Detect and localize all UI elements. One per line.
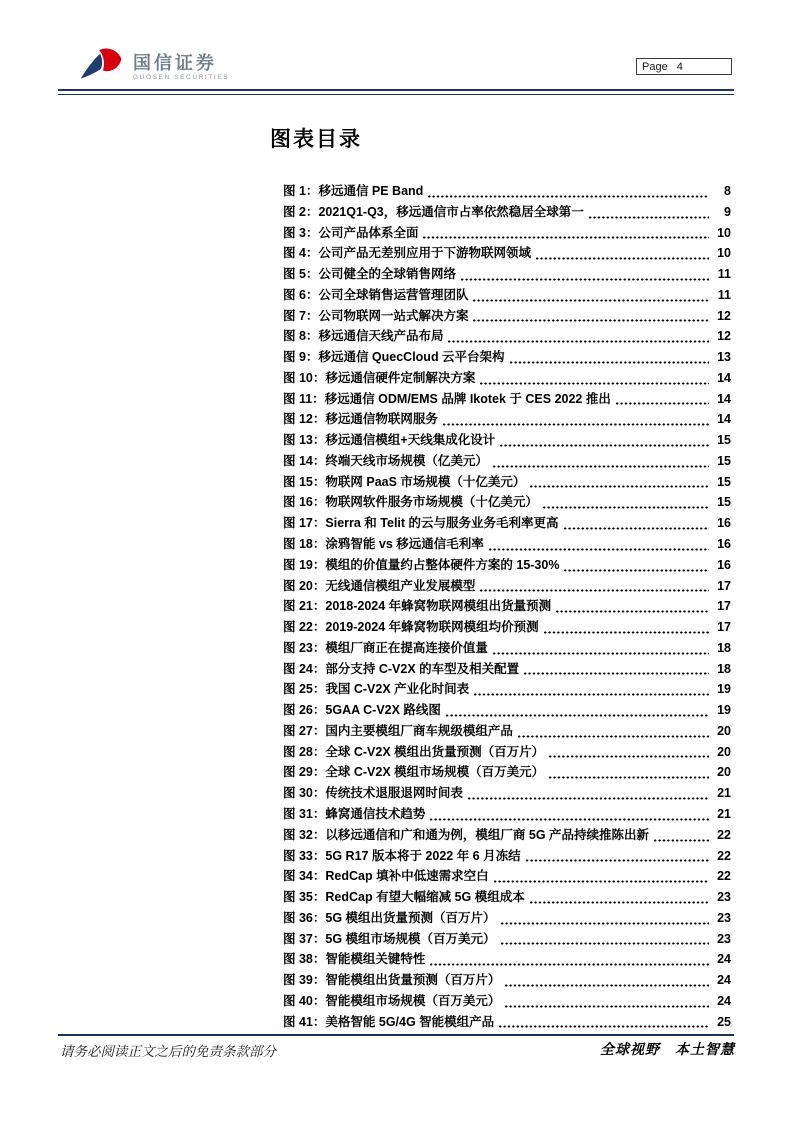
toc-entry[interactable]: [283, 721, 731, 742]
toc-entry-title: 2019-2024 年蜂窝物联网模组均价预测: [325, 620, 539, 635]
toc-dot-leader: [445, 700, 709, 721]
toc-entry-label: 图 38：: [283, 952, 326, 967]
toc-entry[interactable]: [283, 638, 731, 659]
toc-entry-label: 图 41：: [283, 1014, 326, 1029]
toc-dot-leader: [529, 887, 709, 908]
toc-entry-label: 图 12：: [283, 412, 326, 427]
toc-entry-page: 21: [717, 786, 731, 801]
toc-entry-label: 图 14：: [283, 453, 326, 468]
toc-list: [283, 181, 731, 1032]
toc-entry-label: 图 36：: [283, 910, 326, 925]
toc-dot-leader: [525, 846, 709, 867]
toc-entry[interactable]: [283, 326, 731, 347]
toc-dot-leader: [517, 721, 709, 742]
toc-entry-page: 9: [724, 204, 731, 219]
toc-dot-leader: [548, 762, 709, 783]
toc-entry-title: 美格智能 5G/4G 智能模组产品: [325, 1014, 495, 1029]
toc-dot-leader: [563, 555, 709, 576]
toc-entry-label: 图 35：: [283, 890, 326, 905]
toc-entry-label: 图 23：: [283, 640, 326, 655]
toc-entry-label: 图 11：: [283, 391, 325, 406]
toc-dot-leader: [548, 742, 709, 763]
toc-entry-label: 图 17：: [283, 516, 326, 531]
toc-dot-leader: [429, 949, 709, 970]
toc-entry-title: 移远通信天线产品布局: [318, 329, 444, 344]
toc-entry-title: 蜂窝通信技术趋势: [325, 806, 426, 821]
toc-entry-title: 5G 模组市场规模（百万美元）: [325, 931, 496, 946]
toc-entry-label: 图 29：: [283, 765, 326, 780]
toc-entry-title: 2018-2024 年蜂窝物联网模组出货量预测: [325, 599, 552, 614]
toc-dot-leader: [499, 430, 709, 451]
toc-entry[interactable]: [283, 181, 731, 202]
toc-entry[interactable]: [283, 264, 731, 285]
page-indicator-label: Page: [642, 60, 668, 73]
footer-slogan: 全球视野 本土智慧: [600, 1043, 735, 1058]
toc-entry-label: 图 26：: [283, 703, 326, 718]
toc-entry[interactable]: [283, 700, 731, 721]
toc-entry[interactable]: [283, 929, 731, 950]
toc-dot-leader: [504, 970, 709, 991]
toc-entry[interactable]: [283, 825, 731, 846]
brand-name-en: GUOSEN SECURITIES: [133, 73, 230, 81]
toc-entry-title: 公司产品无差别应用于下游物联网领域: [318, 246, 531, 261]
toc-entry-label: 图 24：: [283, 661, 326, 676]
toc-entry-label: 图 19：: [283, 557, 326, 572]
toc-entry-label: 图 22：: [283, 620, 326, 635]
toc-dot-leader: [555, 596, 709, 617]
toc-entry-page: 18: [717, 640, 731, 655]
brand-name-cn: 国信证券: [133, 52, 217, 73]
toc-entry-title: 以移远通信和广和通为例，模组厂商 5G 产品持续推陈出新: [325, 827, 650, 842]
toc-entry-title: 模组的价值量约占整体硬件方案的 15-30%: [325, 557, 560, 572]
toc-entry[interactable]: [283, 534, 731, 555]
toc-entry[interactable]: [283, 285, 731, 306]
toc-entry[interactable]: [283, 492, 731, 513]
toc-dot-leader: [442, 409, 709, 430]
footer-disclaimer: 请务必阅读正文之后的免责条款部分: [60, 1044, 276, 1059]
toc-dot-leader: [529, 472, 709, 493]
toc-entry-page: 22: [717, 848, 731, 863]
toc-entry-page: 17: [717, 578, 731, 593]
toc-entry-title: Sierra 和 Telit 的云与服务业务毛利率更高: [325, 516, 559, 531]
toc-entry-label: 图 7：: [283, 308, 319, 323]
toc-entry-page: 23: [717, 931, 731, 946]
toc-dot-leader: [493, 866, 709, 887]
toc-entry-title: 2021Q1-Q3，移远通信市占率依然稳居全球第一: [318, 204, 584, 219]
toc-entry-page: 14: [717, 412, 731, 427]
toc-dot-leader: [504, 991, 709, 1012]
toc-entry[interactable]: [283, 513, 731, 534]
toc-entry-page: 15: [717, 474, 731, 489]
toc-entry[interactable]: [283, 596, 731, 617]
toc-entry[interactable]: [283, 389, 731, 410]
toc-entry-label: 图 13：: [283, 433, 326, 448]
toc-entry[interactable]: [283, 430, 731, 451]
toc-entry[interactable]: [283, 202, 731, 223]
toc-dot-leader: [472, 306, 709, 327]
toc-entry-page: 8: [724, 184, 731, 198]
toc-dot-leader: [543, 617, 709, 638]
toc-entry[interactable]: [283, 949, 731, 970]
footer-divider: [58, 1034, 734, 1036]
toc-entry-label: 图 1：: [283, 184, 319, 198]
toc-entry[interactable]: [283, 576, 731, 597]
toc-dot-leader: [479, 576, 709, 597]
toc-entry-title: 移远通信模组+天线集成化设计: [325, 433, 496, 448]
toc-dot-leader: [460, 264, 709, 285]
toc-entry-title: 5G 模组出货量预测（百万片）: [325, 910, 496, 925]
toc-entry-page: 16: [717, 516, 731, 531]
toc-entry-label: 图 20：: [283, 578, 326, 593]
toc-entry-page: 23: [717, 910, 731, 925]
toc-dot-leader: [653, 825, 709, 846]
toc-entry-title: 涂鸦智能 vs 移远通信毛利率: [325, 537, 484, 552]
toc-dot-leader: [500, 929, 709, 950]
toc-dot-leader: [523, 659, 709, 680]
toc-entry[interactable]: [283, 347, 731, 368]
toc-dot-leader: [488, 534, 709, 555]
toc-entry-title: 智能模组市场规模（百万美元）: [325, 993, 501, 1008]
toc-entry-title: 公司物联网一站式解决方案: [318, 308, 469, 323]
toc-entry-title: 传统技术退服退网时间表: [325, 786, 463, 801]
toc-entry-page: 20: [717, 744, 731, 759]
toc-entry-title: 移远通信物联网服务: [325, 412, 438, 427]
toc-entry-title: 公司健全的全球销售网络: [318, 267, 456, 282]
toc-entry-page: 15: [717, 495, 731, 510]
toc-dot-leader: [472, 285, 709, 306]
toc-entry-label: 图 21：: [283, 599, 326, 614]
toc-entry[interactable]: [283, 908, 731, 929]
toc-entry-title: 公司全球销售运营管理团队: [318, 287, 469, 302]
toc-dot-leader: [473, 679, 709, 700]
toc-entry-title: RedCap 填补中低速需求空白: [325, 869, 489, 884]
toc-entry-page: 20: [717, 723, 731, 738]
toc-entry-label: 图 2：: [283, 204, 319, 219]
toc-entry-title: 移远通信硬件定制解决方案: [325, 370, 476, 385]
toc-entry-page: 16: [717, 537, 731, 552]
toc-entry[interactable]: [283, 846, 731, 867]
toc-entry[interactable]: [283, 472, 731, 493]
toc-entry[interactable]: [283, 783, 731, 804]
toc-entry-page: 20: [717, 765, 731, 780]
toc-entry-label: 图 6：: [283, 287, 319, 302]
toc-entry-page: 17: [717, 620, 731, 635]
toc-entry[interactable]: [283, 409, 731, 430]
toc-entry[interactable]: [283, 887, 731, 908]
toc-entry-title: 5G R17 版本将于 2022 年 6 月冻结: [325, 848, 521, 863]
toc-dot-leader: [588, 202, 709, 223]
toc-dot-leader: [422, 223, 709, 244]
toc-entry-label: 图 25：: [283, 682, 326, 697]
toc-entry-label: 图 37：: [283, 931, 326, 946]
toc-entry[interactable]: [283, 1012, 731, 1033]
toc-entry-page: 17: [717, 599, 731, 614]
toc-entry-page: 22: [717, 827, 731, 842]
toc-entry-page: 19: [717, 682, 731, 697]
toc-entry[interactable]: [283, 866, 731, 887]
toc-dot-leader: [492, 451, 709, 472]
toc-entry-title: RedCap 有望大幅缩减 5G 模组成本: [325, 890, 525, 905]
toc-dot-leader: [500, 908, 709, 929]
toc-entry[interactable]: [283, 970, 731, 991]
toc-entry[interactable]: [283, 306, 731, 327]
toc-entry[interactable]: [283, 804, 731, 825]
toc-entry-page: 24: [717, 952, 731, 967]
toc-entry-title: 无线通信模组产业发展模型: [325, 578, 476, 593]
toc-entry[interactable]: [283, 451, 731, 472]
toc-entry-page: 25: [717, 1014, 731, 1029]
toc-entry-label: 图 18：: [283, 537, 326, 552]
toc-dot-leader: [563, 513, 709, 534]
toc-entry[interactable]: [283, 762, 731, 783]
toc-entry-label: 图 34：: [283, 869, 326, 884]
toc-entry-label: 图 9：: [283, 350, 319, 365]
toc-entry-label: 图 8：: [283, 329, 319, 344]
guosen-logo: [78, 46, 229, 88]
page-indicator-number: 4: [676, 60, 683, 73]
toc-entry-page: 21: [717, 806, 731, 821]
toc-entry-title: 移远通信 ODM/EMS 品牌 Ikotek 于 CES 2022 推出: [324, 391, 611, 406]
toc-entry-title: 移远通信 PE Band: [318, 184, 424, 198]
toc-entry-title: 智能模组出货量预测（百万片）: [325, 973, 501, 988]
toc-entry-title: 物联网 PaaS 市场规模（十亿美元）: [325, 474, 526, 489]
toc-entry-page: 10: [717, 225, 731, 240]
toc-entry-title: 移远通信 QuecCloud 云平台架构: [318, 350, 505, 365]
toc-entry-label: 图 39：: [283, 973, 326, 988]
toc-dot-leader: [479, 368, 709, 389]
toc-entry[interactable]: [283, 243, 731, 264]
toc-entry-page: 24: [717, 973, 731, 988]
guosen-logo-icon: [78, 46, 124, 88]
toc-entry-page: 14: [717, 391, 731, 406]
toc-entry-page: 14: [717, 370, 731, 385]
toc-entry-title: 智能模组关键特性: [325, 952, 426, 967]
toc-entry[interactable]: [283, 659, 731, 680]
toc-entry-page: 18: [717, 661, 731, 676]
toc-entry[interactable]: [283, 368, 731, 389]
toc-entry-page: 13: [717, 350, 731, 365]
toc-entry-label: 图 31：: [283, 806, 326, 821]
page-indicator: [636, 58, 732, 75]
toc-dot-leader: [429, 804, 709, 825]
toc-entry-page: 11: [717, 287, 731, 302]
toc-entry-label: 图 40：: [283, 993, 326, 1008]
toc-entry-label: 图 3：: [283, 225, 319, 240]
toc-dot-leader: [447, 326, 709, 347]
toc-entry-title: 终端天线市场规模（亿美元）: [325, 453, 488, 468]
toc-entry[interactable]: [283, 991, 731, 1012]
toc-dot-leader: [467, 783, 709, 804]
brand-text: [133, 53, 229, 82]
toc-entry-page: 24: [717, 993, 731, 1008]
page-title: 图表目录: [270, 128, 362, 151]
toc-dot-leader: [535, 243, 709, 264]
toc-entry-page: 15: [717, 433, 731, 448]
toc-entry-label: 图 30：: [283, 786, 326, 801]
toc-entry-page: 12: [717, 329, 731, 344]
toc-entry[interactable]: [283, 555, 731, 576]
toc-entry-title: 物联网软件服务市场规模（十亿美元）: [325, 495, 538, 510]
toc-dot-leader: [509, 347, 709, 368]
toc-entry-title: 国内主要模组厂商车规级模组产品: [325, 723, 513, 738]
toc-entry[interactable]: [283, 742, 731, 763]
toc-entry-title: 模组厂商正在提高连接价值量: [325, 640, 488, 655]
toc-entry-title: 全球 C-V2X 模组出货量预测（百万片）: [325, 744, 545, 759]
toc-dot-leader: [615, 389, 709, 410]
toc-entry[interactable]: [283, 617, 731, 638]
toc-entry-title: 全球 C-V2X 模组市场规模（百万美元）: [325, 765, 545, 780]
toc-entry[interactable]: [283, 679, 731, 700]
toc-entry-label: 图 32：: [283, 827, 326, 842]
toc-entry-label: 图 33：: [283, 848, 326, 863]
toc-entry-page: 16: [717, 557, 731, 572]
toc-entry-page: 23: [717, 890, 731, 905]
toc-entry-label: 图 16：: [283, 495, 326, 510]
toc-entry-page: 11: [717, 267, 731, 282]
toc-entry[interactable]: [283, 223, 731, 244]
toc-dot-leader: [492, 638, 709, 659]
toc-entry-label: 图 10：: [283, 370, 326, 385]
toc-entry-title: 部分支持 C-V2X 的车型及相关配置: [325, 661, 520, 676]
toc-dot-leader: [498, 1012, 709, 1033]
toc-entry-title: 我国 C-V2X 产业化时间表: [325, 682, 470, 697]
toc-entry-label: 图 27：: [283, 723, 326, 738]
toc-entry-label: 图 15：: [283, 474, 326, 489]
toc-entry-page: 22: [717, 869, 731, 884]
toc-entry-label: 图 4：: [283, 246, 319, 261]
toc-entry-label: 图 28：: [283, 744, 326, 759]
toc-dot-leader: [542, 492, 709, 513]
toc-entry-page: 12: [717, 308, 731, 323]
toc-dot-leader: [427, 181, 709, 202]
toc-entry-label: 图 5：: [283, 267, 319, 282]
toc-entry-page: 15: [717, 453, 731, 468]
toc-entry-title: 5GAA C-V2X 路线图: [325, 703, 441, 718]
toc-entry-title: 公司产品体系全面: [318, 225, 419, 240]
toc-entry-page: 10: [717, 246, 731, 261]
header-divider: [58, 89, 734, 95]
toc-entry-page: 19: [717, 703, 731, 718]
